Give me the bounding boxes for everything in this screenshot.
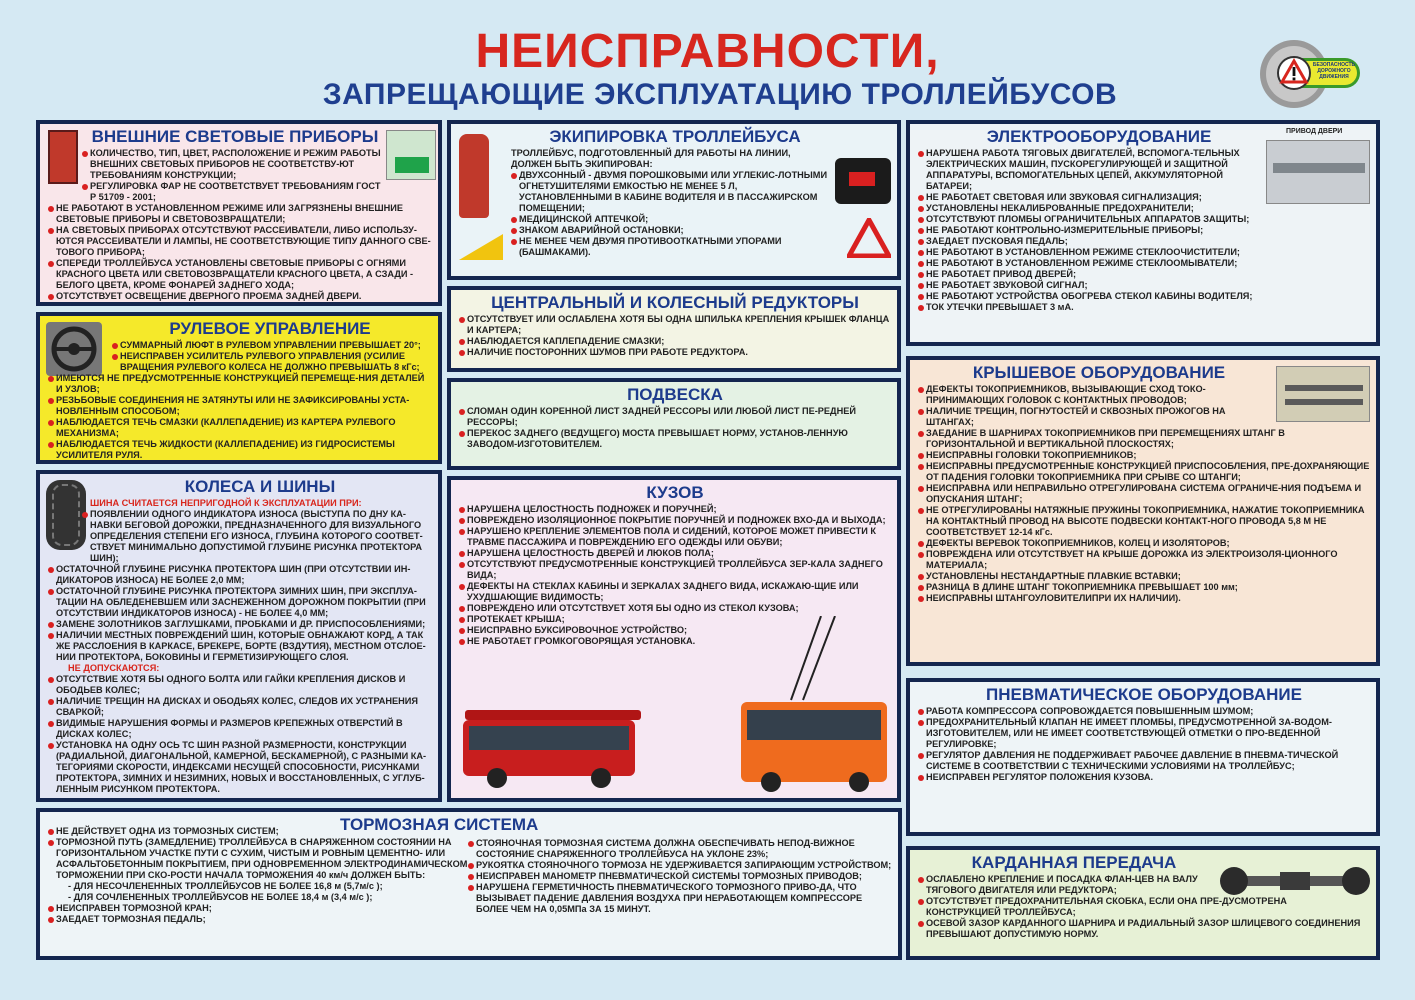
- road-safety-badge: [1258, 38, 1364, 110]
- list-item: ПРОТЕКАЕТ КРЫША;: [459, 614, 891, 625]
- wheels-list: [48, 509, 432, 663]
- list-item: ЗАМЕНЕ ЗОЛОТНИКОВ ЗАГЛУШКАМИ, ПРОБКАМИ И ДР. ПРИСПОСОБЛЕНИЯМИ;: [48, 619, 432, 630]
- list-item: УСТАНОВЛЕНЫ НЕСТАНДАРТНЫЕ ПЛАВКИЕ ВСТАВКИ;: [918, 571, 1370, 582]
- list-item: НЕ МЕНЕЕ ЧЕМ ДВУМЯ ПРОТИВООТКАТНЫМИ УПОРАМИ (БАШМАКАМИ).: [511, 236, 831, 258]
- list-item: НЕ РАБОТАЕТ СВЕТОВАЯ ИЛИ ЗВУКОВАЯ СИГНАЛИЗАЦИЯ;: [918, 192, 1370, 203]
- first-aid-kit-image: [835, 158, 891, 204]
- list-item: ОТСУТСТВУЮТ ПРЕДУСМОТРЕННЫЕ КОНСТРУКЦИЕЙ ТРОЛЛЕЙБУСА ЗЕР-КАЛА ЗАДНЕГО ВИДА;: [459, 559, 891, 581]
- pneumatic-list: [918, 706, 1370, 783]
- list-item: НЕИСПРАВЕН ТОРМОЗНОЙ КРАН;: [48, 903, 468, 914]
- wheels-intro: ШИНА СЧИТАЕТСЯ НЕПРИГОДНОЙ К ЭКСПЛУАТАЦИИ ПРИ:: [90, 498, 362, 508]
- fire-extinguisher-image: [459, 134, 489, 218]
- panel-electrical: [906, 120, 1380, 346]
- list-item: НАЛИЧИИ МЕСТНЫХ ПОВРЕЖДЕНИЙ ШИН, КОТОРЫЕ ОБНАЖАЮТ КОРД, А ТАК ЖЕ РАССЛОЕНИЯ В КАРКАСЕ, БРЕКЕРЕ, БОРТЕ (ВЗДУТИЯ), МЕСТНОМ ОТСЛОЕ-НИИ ПРОТЕКТОРА, БОКОВИНЫ И ГЕРМЕТИЗИРУЮЩЕГО СЛОЯ.: [48, 630, 432, 663]
- list-item: НАЛИЧИЕ ТРЕЩИН, ПОГНУТОСТЕЙ И СКВОЗНЫХ ПРОЖОГОВ НА ШТАНГАХ;: [918, 406, 1274, 428]
- lights-list: [82, 148, 382, 203]
- list-item: РЕГУЛИРОВКА ФАР НЕ СООТВЕТСТВУЕТ ТРЕБОВАНИЯМ ГОСТ Р 51709 - 2001;: [82, 181, 382, 203]
- list-item: ИМЕЮТСЯ НЕ ПРЕДУСМОТРЕННЫЕ КОНСТРУКЦИЕЙ ПЕРЕМЕЩЕ-НИЯ ДЕТАЛЕЙ И УЗЛОВ;: [48, 373, 432, 395]
- list-item: НАРУШЕНА ЦЕЛОСТНОСТЬ ПОДНОЖЕК И ПОРУЧНЕЙ;: [459, 504, 891, 515]
- panel-brakes-title: ТОРМОЗНАЯ СИСТЕМА: [340, 815, 539, 834]
- brakes-right-list: [468, 838, 892, 915]
- list-item: СТОЯНОЧНАЯ ТОРМОЗНАЯ СИСТЕМА ДОЛЖНА ОБЕСПЕЧИВАТЬ НЕПОД-ВИЖНОЕ СОСТОЯНИЕ СНАРЯЖЕННОГО ТРОЛЛЕЙБУСА НА УКЛОНЕ 23%;: [468, 838, 892, 860]
- panel-electrical-title: ЭЛЕКТРООБОРУДОВАНИЕ: [986, 127, 1212, 146]
- list-item: КОЛИЧЕСТВО, ТИП, ЦВЕТ, РАСПОЛОЖЕНИЕ И РЕЖИМ РАБОТЫ ВНЕШНИХ СВЕТОВЫХ ПРИБОРОВ НЕ СООТВЕТСТВУ-ЮТ ТРЕБОВАНИЯМ КОНСТРУКЦИИ;: [82, 148, 382, 181]
- list-item: УСТАНОВЛЕНЫ НЕКАЛИБРОВАННЫЕ ПРЕДОХРАНИТЕЛИ;: [918, 203, 1370, 214]
- list-item: ПОВРЕЖДЕНО ИЗОЛЯЦИОННОЕ ПОКРЫТИЕ ПОРУЧНЕЙ И ПОДНОЖЕК ВХО-ДА И ВЫХОДА;: [459, 515, 891, 526]
- panel-body-title: КУЗОВ: [646, 483, 704, 502]
- suspension-list: [459, 406, 891, 450]
- trolleybus-red-image: [461, 706, 641, 792]
- list-item: ОСЛАБЛЕНО КРЕПЛЕНИЕ И ПОСАДКА ФЛАН-ЦЕВ НА ВАЛУ ТЯГОВОГО ДВИГАТЕЛЯ ИЛИ РЕДУКТОРА;: [918, 874, 1210, 896]
- lamp-image: [48, 130, 78, 184]
- list-item: ПОВРЕЖДЕНА ИЛИ ОТСУТСТВУЕТ НА КРЫШЕ ДОРОЖКА ИЗ ЭЛЕКТРОИЗОЛЯ-ЦИОННОГО МАТЕРИАЛА;: [918, 549, 1370, 571]
- list-item: НЕИСПРАВНА ИЛИ НЕПРАВИЛЬНО ОТРЕГУЛИРОВАНА СИСТЕМА ОГРАНИЧЕ-НИЯ ПОДЪЕМА И ОПУСКАНИЯ ШТАНГ;: [918, 483, 1370, 505]
- list-item: НЕ ДЕЙСТВУЕТ ОДНА ИЗ ТОРМОЗНЫХ СИСТЕМ;: [48, 826, 318, 837]
- poster-title: НЕИСПРАВНОСТИ,: [475, 25, 940, 78]
- panel-brakes: [36, 808, 902, 960]
- wheel-chock-image: [459, 234, 503, 260]
- list-item: НЕИСПРАВЕН РЕГУЛЯТОР ПОЛОЖЕНИЯ КУЗОВА.: [918, 772, 1370, 783]
- list-item: РЕЗЬБОВЫЕ СОЕДИНЕНИЯ НЕ ЗАТЯНУТЫ ИЛИ НЕ ЗАФИКСИРОВАНЫ УСТА-НОВЛЕННЫМ СПОСОБОМ;: [48, 395, 432, 417]
- steering-wheel-image: [46, 322, 102, 376]
- list-item: ОСТАТОЧНОЙ ГЛУБИНЕ РИСУНКА ПРОТЕКТОРА ЗИМНИХ ШИН, ПРИ ЭКСПЛУА-ТАЦИИ НА ОБЛЕДЕНЕВШЕМ ИЛИ ЗАСНЕЖЕННОМ ДОРОЖНОМ ПОКРЫТИИ (ПРИ ОТСУТСТВИИ ИНДИКАТОРОВ ИЗНОСА) - НЕ БОЛЕЕ 4,0 ММ;: [48, 586, 432, 619]
- panel-pneumatic: [906, 678, 1380, 836]
- list-item: СПЕРЕДИ ТРОЛЛЕЙБУСА УСТАНОВЛЕНЫ СВЕТОВЫЕ ПРИБОРЫ С ОГНЯМИ КРАСНОГО ЦВЕТА ИЛИ СВЕТОВОЗВРАЩАТЕЛИ КРАСНОГО ЦВЕТА, А СЗАДИ - БЕЛОГО ЦВЕТА, КРОМЕ ФОНАРЕЙ ЗАДНЕГО ХОДА;: [48, 258, 432, 291]
- list-item: НЕИСПРАВНЫ ШТАНГОУЛОВИТЕЛИПРИ ИХ НАЛИЧИИ).: [918, 593, 1370, 604]
- list-item: РЕГУЛЯТОР ДАВЛЕНИЯ НЕ ПОДДЕРЖИВАЕТ РАБОЧЕЕ ДАВЛЕНИЕ В ПНЕВМА-ТИЧЕСКОЙ СИСТЕМЕ В СООТВЕТСТВИИ С ТЕХНИЧЕСКИМИ УСЛОВИЯМИ НА ТРОЛЛЕЙБУС;: [918, 750, 1370, 772]
- list-item: ОТСУТСТВУЕТ ИЛИ ОСЛАБЛЕНА ХОТЯ БЫ ОДНА ШПИЛЬКА КРЕПЛЕНИЯ КРЫШЕК ФЛАНЦА И КАРТЕРА;: [459, 314, 891, 336]
- list-item: НЕ РАБОТАЮТ КОНТРОЛЬНО-ИЗМЕРИТЕЛЬНЫЕ ПРИБОРЫ;: [918, 225, 1370, 236]
- panel-lights: [36, 120, 442, 306]
- steering-list: [112, 340, 432, 373]
- list-item: НЕ РАБОТАЕТ ГРОМКОГОВОРЯЩАЯ УСТАНОВКА.: [459, 636, 891, 647]
- panel-roof-title: КРЫШЕВОЕ ОБОРУДОВАНИЕ: [972, 363, 1226, 382]
- panel-body: [447, 476, 901, 802]
- list-item: НЕ РАБОТАЮТ В УСТАНОВЛЕННОМ РЕЖИМЕ ИЛИ ЗАГРЯЗНЕНЫ ВНЕШНИЕ СВЕТОВЫЕ ПРИБОРЫ И СВЕТОВОЗВРАЩАТЕЛИ;: [48, 203, 432, 225]
- brakes-sub-2: - ДЛЯ СОЧЛЕНЕННЫХ ТРОЛЛЕЙБУСОВ НЕ БОЛЕЕ 18,4 м (3,4 м/с );: [68, 892, 373, 902]
- list-item: ПЕРЕКОС ЗАДНЕГО (ВЕДУЩЕГО) МОСТА ПРЕВЫШАЕТ НОРМУ, УСТАНОВ-ЛЕННУЮ ЗАВОДОМ-ИЗГОТОВИТЕЛЕМ.: [459, 428, 891, 450]
- list-item: НАБЛЮДАЕТСЯ КАПЛЕПАДЕНИЕ СМАЗКИ;: [459, 336, 891, 347]
- list-item: ЗНАКОМ АВАРИЙНОЙ ОСТАНОВКИ;: [511, 225, 831, 236]
- panel-suspension: [447, 378, 901, 470]
- list-item: ДЕФЕКТЫ ТОКОПРИЕМНИКОВ, ВЫЗЫВАЮЩИЕ СХОД ТОКО-ПРИНИМАЮЩИХ ГОЛОВОК С КОНТАКТНЫХ ПРОВОДОВ;: [918, 384, 1270, 406]
- list-item: НА СВЕТОВЫХ ПРИБОРАХ ОТСУТСТВУЮТ РАССЕИВАТЕЛИ, ЛИБО ИСПОЛЬЗУ-ЮТСЯ РАССЕИВАТЕЛИ И ЛАМПЫ, НЕ СООТВЕТСТВУЮЩИЕ ТИПУ ДАННОГО СВЕ-ТОВОГО ПРИБОРА;: [48, 225, 432, 258]
- panel-wheels-title: КОЛЕСА И ШИНЫ: [184, 477, 336, 496]
- brakes-left-column: [48, 826, 468, 925]
- panel-reducers-title: ЦЕНТРАЛЬНЫЙ И КОЛЕСНЫЙ РЕДУКТОРЫ: [491, 293, 859, 312]
- list-item: НЕИСПРАВНО БУКСИРОВОЧНОЕ УСТРОЙСТВО;: [459, 625, 891, 636]
- list-item: ЗАЕДАЕТ ТОРМОЗНАЯ ПЕДАЛЬ;: [48, 914, 468, 925]
- list-item: МЕДИЦИНСКОЙ АПТЕЧКОЙ;: [511, 214, 831, 225]
- list-item: НЕИСПРАВЕН УСИЛИТЕЛЬ РУЛЕВОГО УПРАВЛЕНИЯ (УСИЛИЕ ВРАЩЕНИЯ РУЛЕВОГО КОЛЕСА НЕ ДОЛЖНО ПРЕВЫШАТЬ 8 кГс;: [112, 351, 432, 373]
- list-item: НЕ РАБОТАЕТ ПРИВОД ДВЕРЕЙ;: [918, 269, 1370, 280]
- list-item: ПОЯВЛЕНИИ ОДНОГО ИНДИКАТОРА ИЗНОСА (ВЫСТУПА ПО ДНУ КА-НАВКИ БЕГОВОЙ ДОРОЖКИ, ПРЕДНАЗНАЧЕННОГО ДЛЯ ВИЗУАЛЬНОГО ОПРЕДЕЛЕНИЯ СТЕПЕНИ ЕГО ИЗНОСА, ГЛУБИНА КОТОРОГО СООТВЕТ-СТВУЕТ МИНИМАЛЬНО ДОПУСТИМОЙ ГЛУБИНЕ РИСУНКА ПРОТЕКТОРА ШИН);: [82, 509, 432, 564]
- list-item: ПРЕДОХРАНИТЕЛЬНЫЙ КЛАПАН НЕ ИМЕЕТ ПЛОМБЫ, ПРЕДУСМОТРЕННОЙ ЗА-ВОДОМ-ИЗГОТОВИТЕЛЕМ, ИЛИ НЕ ИМЕЕТ СООТВЕТСТВУЮЩЕЙ ОТМЕТКИ О ПРО-ВЕДЕННОЙ РЕГУЛИРОВКЕ;: [918, 717, 1370, 750]
- list-item: НЕИСПРАВНЫ ПРЕДУСМОТРЕННЫЕ КОНСТРУКЦИЕЙ ПРИСПОСОБЛЕНИЯ, ПРЕ-ДОХРАНЯЮЩИЕ ОТ ПАДЕНИЯ ГОЛОВКИ ТОКОПРИЕМНИКА ПРИ СРЫВЕ СО ШТАНГИ;: [918, 461, 1370, 483]
- list-item: РАЗНИЦА В ДЛИНЕ ШТАНГ ТОКОПРИЕМНИКА ПРЕВЫШАЕТ 100 мм;: [918, 582, 1370, 593]
- panel-steering-title: РУЛЕВОЕ УПРАВЛЕНИЕ: [169, 319, 371, 338]
- panel-pneumatic-title: ПНЕВМАТИЧЕСКОЕ ОБОРУДОВАНИЕ: [986, 685, 1302, 704]
- list-item: РАБОТА КОМПРЕССОРА СОПРОВОЖДАЕТСЯ ПОВЫШЕННЫМ ШУМОМ;: [918, 706, 1370, 717]
- list-item: ПОВРЕЖДЕНО ИЛИ ОТСУТСТВУЕТ ХОТЯ БЫ ОДНО ИЗ СТЕКОЛ КУЗОВА;: [459, 603, 891, 614]
- warning-triangle-image: [847, 218, 891, 258]
- list-item: ОТСУТСТВУЕТ ПРЕДОХРАНИТЕЛЬНАЯ СКОБКА, ЕСЛИ ОНА ПРЕ-ДУСМОТРЕНА КОНСТРУКЦИЕЙ ТРОЛЛЕЙБУСА;: [918, 896, 1290, 918]
- list-item: НЕ РАБОТАЮТ В УСТАНОВЛЕННОМ РЕЖИМЕ СТЕКЛООЧИСТИТЕЛИ;: [918, 247, 1370, 258]
- list-item: ДЕФЕКТЫ НА СТЕКЛАХ КАБИНЫ И ЗЕРКАЛАХ ЗАДНЕГО ВИДА, ИСКАЖАЮ-ЩИЕ ИЛИ УХУДШАЮЩИЕ ВИДИМОСТЬ;: [459, 581, 891, 603]
- roof-equipment-image: [1276, 366, 1370, 422]
- brakes-right-column: [468, 838, 892, 915]
- list-item: ЗАЕДАЕТ ПУСКОВАЯ ПЕДАЛЬ;: [918, 236, 1370, 247]
- list-item: ОТСУТСТВУЕТ ОСВЕЩЕНИЕ ДВЕРНОГО ПРОЕМА ЗАДНЕЙ ДВЕРИ.: [48, 291, 432, 302]
- list-item: ОТСУТСТВУЮТ ПЛОМБЫ ОГРАНИЧИТЕЛЬНЫХ АППАРАТОВ ЗАЩИТЫ;: [918, 214, 1370, 225]
- poster-subtitle: ЗАПРЕЩАЮЩИЕ ЭКСПЛУАТАЦИЮ ТРОЛЛЕЙБУСОВ: [322, 78, 1118, 111]
- list-item: НАРУШЕНА ГЕРМЕТИЧНОСТЬ ПНЕВМАТИЧЕСКОГО ТОРМОЗНОГО ПРИВО-ДА, ЧТО ВЫЗЫВАЕТ ПАДЕНИЕ ДАВЛЕНИЯ ВОЗДУХА ПРИ НЕРАБОТАЮЩЕМ КОМПРЕССОРЕ БОЛЕЕ ЧЕМ НА 0,05МПа ЗА 15 МИНУТ.: [468, 882, 892, 915]
- panel-roof: [906, 356, 1380, 666]
- list-item: ОСЕВОЙ ЗАЗОР КАРДАННОГО ШАРНИРА И РАДИАЛЬНЫЙ ЗАЗОР ШЛИЦЕВОГО СОЕДИНЕНИЯ ПРЕВЫШАЮТ ДОПУСТИМУЮ НОРМУ.: [918, 918, 1370, 940]
- list-item: НАЛИЧИЕ ПОСТОРОННИХ ШУМОВ ПРИ РАБОТЕ РЕДУКТОРА.: [459, 347, 891, 358]
- list-item: УСТАНОВКА НА ОДНУ ОСЬ ТС ШИН РАЗНОЙ РАЗМЕРНОСТИ, КОНСТРУКЦИИ (РАДИАЛЬНОЙ, ДИАГОНАЛЬНОЙ, КАМЕРНОЙ, БЕСКАМЕРНОЙ), С РАЗНЫМИ КА-ТЕГОРИЯМИ СКОРОСТИ, ИНДЕКСАМИ НЕСУЩЕЙ СПОСОБНОСТИ, РИСУНКАМИ ПРОТЕКТОРА, ЗИМНИХ И НЕЗИМНИХ, НОВЫХ И ВОССТАНОВЛЕННЫХ, С УГЛУБ-ЛЕННЫМ РИСУНКОМ ПРОТЕКТОРА.: [48, 740, 432, 795]
- brakes-sub-1: - ДЛЯ НЕСОЧЛЕНЕННЫХ ТРОЛЛЕЙБУСОВ НЕ БОЛЕЕ 16,8 м (5,7м/с );: [68, 881, 383, 891]
- panel-cardan: [906, 846, 1380, 960]
- poster-header: [0, 0, 1415, 118]
- list-item: ТОРМОЗНОЙ ПУТЬ (ЗАМЕДЛЕНИЕ) ТРОЛЛЕЙБУСА В СНАРЯЖЕННОМ СОСТОЯНИИ НА ГОРИЗОНТАЛЬНОМ УЧАСТКЕ ПУТИ С СУХИМ, ЧИСТЫМ И РОВНЫМ ЦЕМЕНТНО- ИЛИ АСФАЛЬТОБЕТОННЫМ ПОКРЫТИЕМ, ПРИ ОДНОВРЕМЕННОМ ЭЛЕКТРОДИНАМИЧЕСКОМ ТОРМОЖЕНИИ ПРИ СКО-РОСТИ НАЧАЛА ТОРМОЖЕНИЯ 40 км/ч ДОЛЖЕН БЫТЬ:: [48, 837, 468, 881]
- panel-wheels: [36, 470, 442, 802]
- panel-reducers: [447, 286, 901, 372]
- badge-text: БЕЗОПАСНОСТЬ ДОРОЖНОГО ДВИЖЕНИЯ: [1312, 62, 1356, 80]
- list-item: ОТСУТСТВИЕ ХОТЯ БЫ ОДНОГО БОЛТА ИЛИ ГАЙКИ КРЕПЛЕНИЯ ДИСКОВ И ОБОДЬЕВ КОЛЕС;: [48, 674, 432, 696]
- wheels-not-allowed: НЕ ДОПУСКАЮТСЯ:: [68, 663, 160, 673]
- panel-suspension-title: ПОДВЕСКА: [627, 385, 723, 404]
- panel-lights-title: ВНЕШНИЕ СВЕТОВЫЕ ПРИБОРЫ: [91, 127, 379, 146]
- list-item: НАБЛЮДАЕТСЯ ТЕЧЬ СМАЗКИ (КАЛЛЕПАДЕНИЕ) ИЗ КАРТЕРА РУЛЕВОГО МЕХАНИЗМА;: [48, 417, 432, 439]
- door-drive-label: ПРИВОД ДВЕРИ: [1286, 128, 1343, 135]
- brakes-left-list-2: [48, 903, 468, 925]
- panel-cardan-title: КАРДАННАЯ ПЕРЕДАЧА: [971, 853, 1177, 872]
- list-item: ЗАЕДАНИЕ В ШАРНИРАХ ТОКОПРИЕМНИКОВ ПРИ ПЕРЕМЕЩЕНИЯХ ШТАНГ В ГОРИЗОНТАЛЬНОЙ И ВЕРТИКАЛЬНОЙ ПЛОСКОСТЯХ;: [918, 428, 1370, 450]
- wheels-list-2: [48, 674, 432, 795]
- list-item: НАБЛЮДАЕТСЯ ТЕЧЬ ЖИДКОСТИ (КАЛЛЕПАДЕНИЕ) ИЗ ГИДРОСИСТЕМЫ УСИЛИТЕЛЯ РУЛЯ.: [48, 439, 432, 461]
- lights-list-2: [48, 203, 432, 302]
- list-item: ДВУХСОННЫЙ - ДВУМЯ ПОРОШКОВЫМИ ИЛИ УГЛЕКИС-ЛОТНЫМИ ОГНЕТУШИТЕЛЯМИ ЕМКОСТЬЮ НЕ МЕНЕЕ 5 Л, УСТАНОВЛЕННЫМИ В КАБИНЕ ВОДИТЕЛЯ И В ПАССАЖИРСКОМ ПОМЕЩЕНИИ;: [511, 170, 831, 214]
- list-item: ОСТАТОЧНОЙ ГЛУБИНЕ РИСУНКА ПРОТЕКТОРА ШИН (ПРИ ОТСУТСТВИИ ИН-ДИКАТОРОВ ИЗНОСА) НЕ БОЛЕЕ 2,0 ММ;: [48, 564, 432, 586]
- equipment-intro: ТРОЛЛЕЙБУС, ПОДГОТОВЛЕННЫЙ ДЛЯ РАБОТЫ НА ЛИНИИ, ДОЛЖЕН БЫТЬ ЭКИПИРОВАН:: [511, 148, 791, 169]
- list-item: ВИДИМЫЕ НАРУШЕНИЯ ФОРМЫ И РАЗМЕРОВ КРЕПЕЖНЫХ ОТВЕРСТИЙ В ДИСКАХ КОЛЕС;: [48, 718, 432, 740]
- list-item: РУКОЯТКА СТОЯНОЧНОГО ТОРМОЗА НЕ УДЕРЖИВАЕТСЯ ЗАПИРАЮЩИМ УСТРОЙСТВОМ;: [468, 860, 892, 871]
- panel-equipment: [447, 120, 901, 280]
- panel-steering: [36, 312, 442, 464]
- reflector-image: [386, 130, 436, 180]
- list-item: НЕИСПРАВЕН МАНОМЕТР ПНЕВМАТИЧЕСКОЙ СИСТЕМЫ ТОРМОЗНЫХ ПРИВОДОВ;: [468, 871, 892, 882]
- list-item: НЕ РАБОТАЮТ В УСТАНОВЛЕННОМ РЕЖИМЕ СТЕКЛООМЫВАТЕЛИ;: [918, 258, 1370, 269]
- equipment-list: [511, 170, 831, 258]
- list-item: ДЕФЕКТЫ ВЕРЕВОК ТОКОПРИЕМНИКОВ, КОЛЕЦ И ИЗОЛЯТОРОВ;: [918, 538, 1370, 549]
- panel-equipment-title: ЭКИПИРОВКА ТРОЛЛЕЙБУСА: [549, 127, 801, 146]
- list-item: НАРУШЕНА ЦЕЛОСТНОСТЬ ДВЕРЕЙ И ЛЮКОВ ПОЛА;: [459, 548, 891, 559]
- list-item: НЕ РАБОТАЮТ УСТРОЙСТВА ОБОГРЕВА СТЕКОЛ КАБИНЫ ВОДИТЕЛЯ;: [918, 291, 1370, 302]
- tire-image: [46, 480, 86, 550]
- list-item: НЕИСПРАВНЫ ГОЛОВКИ ТОКОПРИЕМНИКОВ;: [918, 450, 1370, 461]
- list-item: НАРУШЕНО КРЕПЛЕНИЕ ЭЛЕМЕНТОВ ПОЛА И СИДЕНИЙ, КОТОРОЕ МОЖЕТ ПРИВЕСТИ К ТРАВМЕ ПАССАЖИРА И ПОВРЕЖДЕНИЮ ЕГО ОДЕЖДЫ ИЛИ ОБУВИ;: [459, 526, 891, 548]
- list-item: СУММАРНЫЙ ЛЮФТ В РУЛЕВОМ УПРАВЛЕНИИ ПРЕВЫШАЕТ 20°;: [112, 340, 432, 351]
- list-item: НАРУШЕНА РАБОТА ТЯГОВЫХ ДВИГАТЕЛЕЙ, ВСПОМОГА-ТЕЛЬНЫХ ЭЛЕКТРИЧЕСКИХ МАШИН, ПУСКОРЕГУЛИРУЮЩЕЙ И ЗАЩИТНОЙ АППАРАТУРЫ, ВСПОМОГАТЕЛЬНЫХ ЦЕПЕЙ, АККУМУЛЯТОРНОЙ БАТАРЕИ;: [918, 148, 1260, 192]
- steering-list-2: [48, 373, 432, 461]
- list-item: ТОК УТЕЧКИ ПРЕВЫШАЕТ 3 мА.: [918, 302, 1370, 313]
- brakes-left-list: [48, 826, 468, 881]
- trolleybus-orange-image: [731, 616, 897, 796]
- list-item: НЕ ОТРЕГУЛИРОВАНЫ НАТЯЖНЫЕ ПРУЖИНЫ ТОКОПРИЕМНИКА, НАЖАТИЕ ТОКОПРИЕМНИКА НА КОНТАКТНЫЙ ПРОВОД НА ВЫСОТЕ ПОДВЕСКИ КОНТАКТ-НОГО ПРОВОДА 5,8 М НЕ СООТВЕТСТВУЕТ 12-14 кГс.: [918, 505, 1370, 538]
- reducers-list: [459, 314, 891, 358]
- list-item: НЕ РАБОТАЕТ ЗВУКОВОЙ СИГНАЛ;: [918, 280, 1370, 291]
- list-item: СЛОМАН ОДИН КОРЕННОЙ ЛИСТ ЗАДНЕЙ РЕССОРЫ ИЛИ ЛЮБОЙ ЛИСТ ПЕ-РЕДНЕЙ РЕССОРЫ;: [459, 406, 891, 428]
- list-item: НАЛИЧИЕ ТРЕЩИН НА ДИСКАХ И ОБОДЬЯХ КОЛЕС, СЛЕДОВ ИХ УСТРАНЕНИЯ СВАРКОЙ;: [48, 696, 432, 718]
